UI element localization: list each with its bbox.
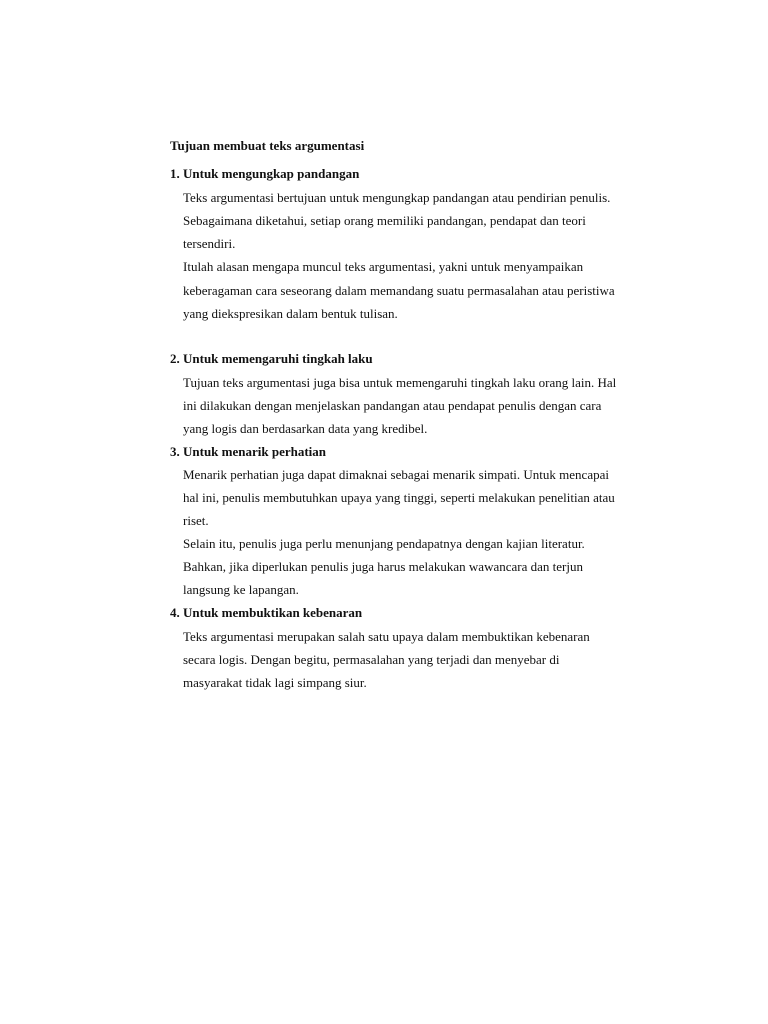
section-heading-2: 2. Untuk memengaruhi tingkah laku [170, 351, 373, 366]
section-3-line-1: Menarik perhatian juga dapat dimaknai sebagai menarik simpati. Untuk mencapai [183, 467, 609, 482]
section-1-line-2: Sebagaimana diketahui, setiap orang memiliki pandangan, pendapat dan teori [183, 213, 586, 228]
section-4-line-3: masyarakat tidak lagi simpang siur. [183, 675, 367, 690]
section-3-line-4: Selain itu, penulis juga perlu menunjang pendapatnya dengan kajian literatur. [183, 536, 585, 551]
section-3-line-6: langsung ke lapangan. [183, 582, 299, 597]
section-heading-4: 4. Untuk membuktikan kebenaran [170, 605, 363, 620]
section-1-line-3: tersendiri. [183, 236, 236, 251]
section-1-line-1: Teks argumentasi bertujuan untuk mengungkap pandangan atau pendirian penulis. [183, 190, 611, 205]
section-heading-1: 1. Untuk mengungkap pandangan [170, 166, 360, 181]
section-1-line-5: keberagaman cara seseorang dalam memandang suatu permasalahan atau peristiwa [183, 283, 615, 298]
document-title: Tujuan membuat teks argumentasi [170, 138, 365, 153]
section-heading-3: 3. Untuk menarik perhatian [170, 444, 327, 459]
section-3-line-5: Bahkan, jika diperlukan penulis juga harus melakukan wawancara dan terjun [183, 559, 583, 574]
section-1-line-6: yang diekspresikan dalam bentuk tulisan. [183, 306, 398, 321]
section-2-line-2: ini dilakukan dengan menjelaskan pandangan atau pendapat penulis dengan cara [183, 398, 602, 413]
section-4-line-1: Teks argumentasi merupakan salah satu upaya dalam membuktikan kebenaran [183, 629, 590, 644]
section-1-line-4: Itulah alasan mengapa muncul teks argumentasi, yakni untuk menyampaikan [183, 259, 584, 274]
section-2-line-1: Tujuan teks argumentasi juga bisa untuk memengaruhi tingkah laku orang lain. Hal [183, 375, 617, 390]
section-2-line-3: yang logis dan berdasarkan data yang kredibel. [183, 421, 428, 436]
section-3-line-3: riset. [183, 513, 209, 528]
section-3-line-2: hal ini, penulis membutuhkan upaya yang tinggi, seperti melakukan penelitian atau [183, 490, 615, 505]
section-4-line-2: secara logis. Dengan begitu, permasalahan yang terjadi dan menyebar di [183, 652, 560, 667]
